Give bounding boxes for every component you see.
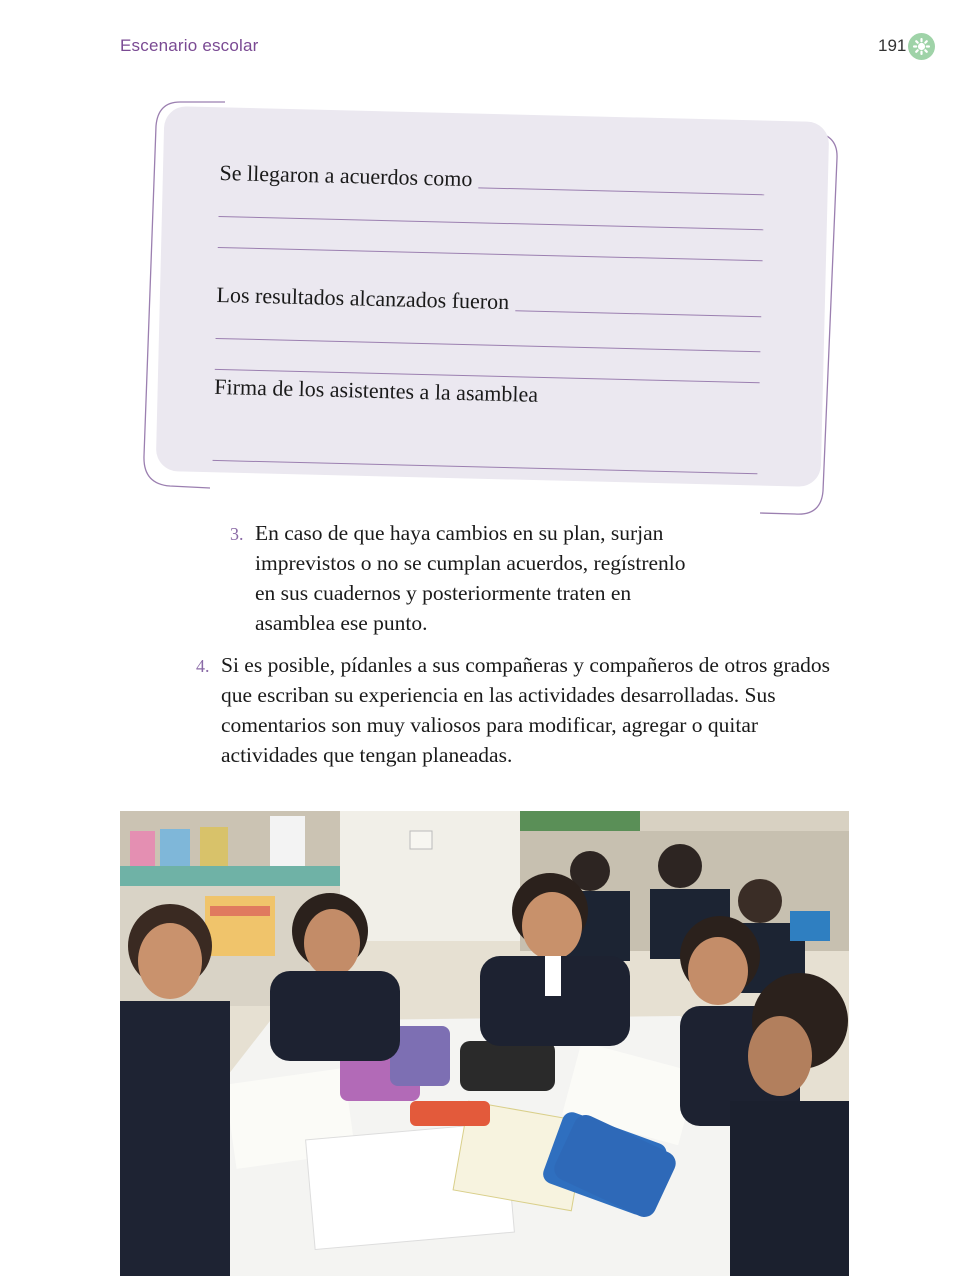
assembly-form-card [140, 96, 850, 521]
page-number: 191 [878, 36, 907, 55]
item-text: Si es posible, pídanles a sus compañeras y compañeros de otros grados que escriban su experiencia en las actividades desarrolladas. Sus comentarios son muy valiosos para modificar, agregar o quitar actividades que tengan planeadas. [221, 653, 831, 767]
form-label: Los resultados alcanzados fueron [216, 281, 510, 315]
form-fields [213, 156, 765, 474]
item-text: En caso de que haya cambios en su plan, surjan imprevistos o no se cumplan acuerdos, regístrenlo en sus cuadernos y posteriormente traten en asamblea ese punto. [255, 521, 686, 635]
form-label: Se llegaron a acuerdos como [219, 159, 473, 192]
section-title: Escenario escolar [120, 36, 259, 55]
gear-sun-icon [908, 33, 935, 60]
item-number: 4. [196, 656, 210, 676]
item-number: 3. [230, 524, 244, 544]
form-label: Firma de los asistentes a la asamblea [214, 373, 539, 407]
classroom-photo [120, 811, 849, 1276]
